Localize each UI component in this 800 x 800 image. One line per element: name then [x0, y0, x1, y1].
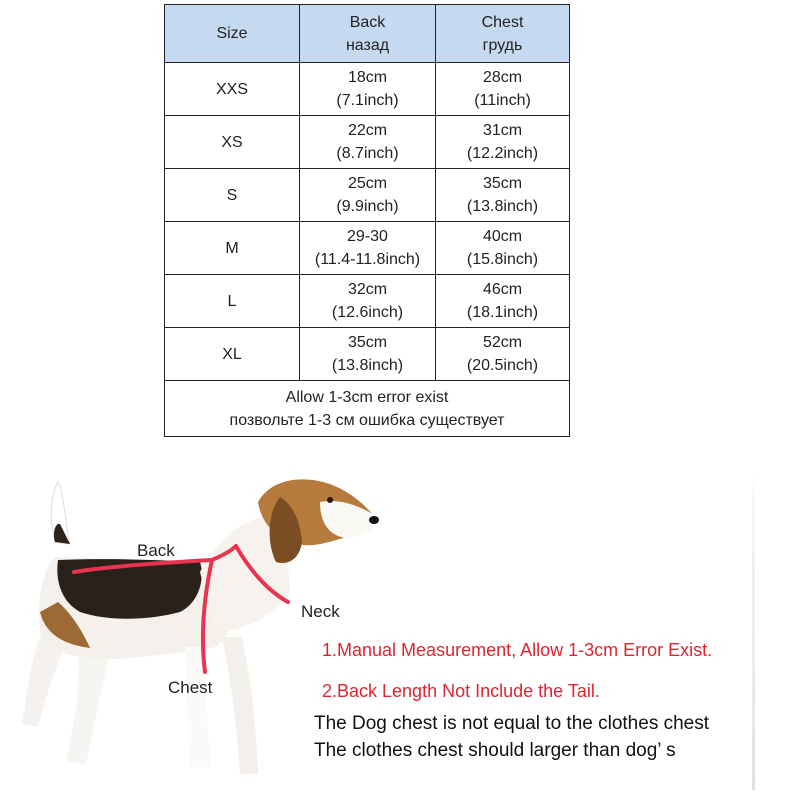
back-cm-value: 32cm	[347, 281, 388, 298]
dog-hind-leg	[22, 637, 62, 727]
table-row	[165, 328, 570, 381]
header-chest	[436, 5, 570, 63]
back-inch-value: (8.7inch)	[336, 145, 399, 162]
measurement-note-1: 1.Manual Measurement, Allow 1-3cm Error Exist.	[322, 640, 713, 660]
back-cm-value: 22cm	[347, 122, 388, 139]
back-cell	[300, 222, 436, 275]
chest-cell	[436, 222, 570, 275]
size-cell: M	[165, 222, 300, 275]
chest-cm-value: 40cm	[482, 228, 523, 245]
chest-note-1: The Dog chest is not equal to the clothes chest	[314, 713, 710, 734]
chest-inch-value: (20.5inch)	[466, 357, 539, 374]
back-inch-value: (13.8inch)	[331, 357, 404, 374]
back-cm-value: 18cm	[347, 69, 388, 86]
back-cm-value: 29-30	[347, 228, 388, 245]
back-label: Back	[137, 541, 175, 560]
size-cell: XXS	[165, 63, 300, 116]
table-row	[165, 63, 570, 116]
chest-cell	[436, 169, 570, 222]
size-cell: XL	[165, 328, 300, 381]
chest-inch-value: (12.2inch)	[466, 145, 539, 162]
back-cell	[300, 116, 436, 169]
table-row	[165, 222, 570, 275]
dog-eye	[327, 497, 333, 503]
chest-cell	[436, 328, 570, 381]
back-cell	[300, 328, 436, 381]
back-inch-value: (9.9inch)	[336, 198, 399, 215]
header-size-label: Size	[216, 25, 248, 42]
table-row	[165, 275, 570, 328]
back-cell	[300, 169, 436, 222]
chest-inch-value: (18.1inch)	[466, 304, 539, 321]
chest-cm-value: 52cm	[482, 334, 523, 351]
chest-inch-value: (13.8inch)	[466, 198, 539, 215]
chest-cm-value: 35cm	[482, 175, 523, 192]
dog-saddle	[57, 559, 201, 619]
chest-note-2: The clothes chest should larger than dog’ s	[314, 740, 676, 761]
table-row	[165, 169, 570, 222]
header-back	[300, 5, 436, 63]
table-header-row	[165, 5, 570, 63]
chest-inch-value: (11inch)	[474, 92, 531, 109]
dog-front-leg-2	[222, 637, 258, 774]
dog-measurement-diagram	[0, 462, 800, 800]
back-cm-value: 35cm	[347, 334, 388, 351]
chest-label: Chest	[168, 678, 213, 697]
table-row	[165, 116, 570, 169]
back-inch-value: (11.4-11.8inch)	[314, 251, 421, 268]
back-cm-value: 25cm	[347, 175, 388, 192]
size-table	[164, 4, 570, 437]
size-cell: L	[165, 275, 300, 328]
back-inch-value: (12.6inch)	[331, 304, 404, 321]
chest-cell	[436, 63, 570, 116]
back-cell	[300, 275, 436, 328]
chest-cm-value: 28cm	[482, 69, 523, 86]
measurement-note-2: 2.Back Length Not Include the Tail.	[322, 681, 600, 701]
header-chest-label: Chest	[481, 13, 524, 31]
chest-cell	[436, 116, 570, 169]
table-note	[165, 381, 570, 437]
header-size	[165, 5, 300, 63]
header-chest-label-ru: грудь	[482, 36, 523, 54]
table-note-line: Allow 1-3cm error exist	[285, 388, 449, 406]
dog-hind-leg-2	[66, 647, 110, 764]
back-cell	[300, 63, 436, 116]
header-back-label-ru: назад	[345, 36, 390, 54]
neck-label: Neck	[301, 602, 340, 621]
chest-cell	[436, 275, 570, 328]
back-inch-value: (7.1inch)	[336, 92, 399, 109]
chest-cm-value: 46cm	[482, 281, 523, 298]
divider-line	[752, 470, 755, 790]
chest-cm-value: 31cm	[482, 122, 523, 139]
size-cell: S	[165, 169, 300, 222]
dog-nose	[369, 516, 379, 524]
header-back-label: Back	[349, 13, 386, 31]
size-cell: XS	[165, 116, 300, 169]
table-note-row	[165, 381, 570, 437]
dog-front-leg	[185, 647, 210, 767]
table-note-line-ru: позвольте 1-3 см ошибка существует	[229, 411, 505, 429]
chest-inch-value: (15.8inch)	[466, 251, 539, 268]
